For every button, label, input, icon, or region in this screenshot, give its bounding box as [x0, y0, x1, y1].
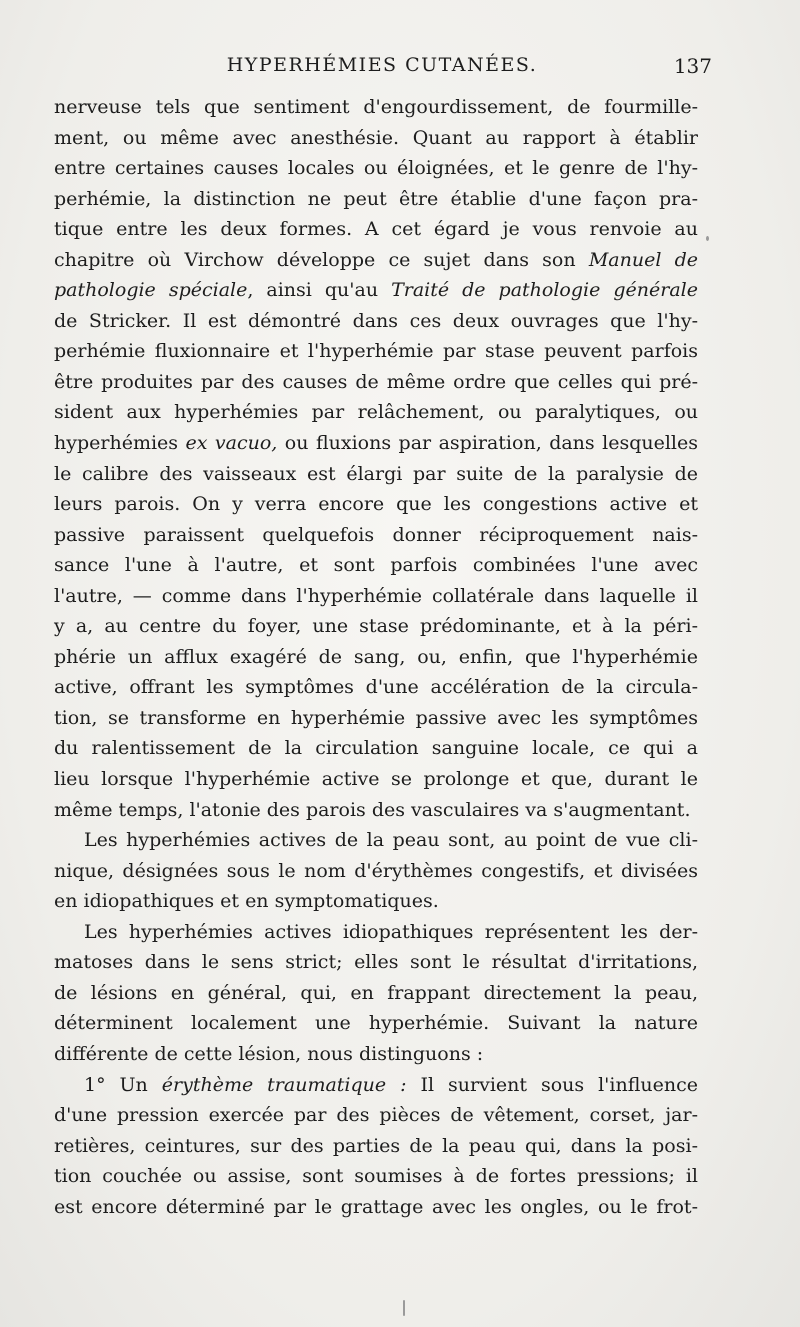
- text-line: [54, 245, 698, 276]
- text-line: tique entre les deux formes. A cet égard je vous renvoie au: [54, 218, 698, 241]
- page-number: 137: [673, 54, 712, 78]
- text-line: de lésions en général, qui, en frappant directement la peau,: [54, 981, 698, 1004]
- italic-title: Manuel de: [588, 248, 698, 271]
- text-line: l'autre, — comme dans l'hyperhémie collatérale dans laquelle il: [54, 584, 698, 607]
- text-line: différente de cette lésion, nous distinguons :: [54, 1042, 484, 1065]
- text-line: nique, désignées sous le nom d'érythèmes congestifs, et divisées: [54, 859, 698, 882]
- text-line: lieu lorsque l'hyperhémie active se prolonge et que, durant le: [54, 768, 698, 791]
- text-line: tion couchée ou assise, sont soumises à de fortes pressions; il: [54, 1165, 698, 1188]
- text-line: retières, ceintures, sur des parties de la peau qui, dans la posi-: [54, 1134, 698, 1157]
- italic-term: ex vacuo,: [185, 432, 278, 455]
- text-line: sance l'une à l'autre, et sont parfois combinées l'une avec: [54, 554, 698, 577]
- text-line: le calibre des vaisseaux est élargi par suite de la paralysie de: [54, 462, 698, 485]
- running-title: HYPERHÉMIES CUTANÉES.: [226, 54, 538, 76]
- text-line: être produites par des causes de même ordre que celles qui pré-: [54, 370, 698, 393]
- text-line: nerveuse tels que sentiment d'engourdissement, de fourmille-: [54, 96, 698, 118]
- text-run: chapitre où Virchow développe ce sujet dans son: [54, 248, 589, 271]
- text-line: Les hyperhémies actives de la peau sont, au point de vue cli-: [84, 829, 698, 852]
- text-line: tion, se transforme en hyperhémie passive avec les symptômes: [54, 706, 698, 729]
- italic-title: pathologie spéciale: [54, 279, 248, 302]
- text-line: sident aux hyperhémies par relâchement, ou paralytiques, ou: [54, 401, 698, 424]
- paragraph-1: [54, 92, 698, 825]
- text-line: phérie un afflux exagéré de sang, ou, enfin, que l'hyperhémie: [54, 645, 698, 668]
- text-line: [54, 1070, 698, 1101]
- text-line: en idiopathiques et en symptomatiques.: [54, 890, 439, 913]
- text-line: de Stricker. Il est démontré dans ces deux ouvrages que l'hy-: [54, 309, 698, 332]
- text-line: active, offrant les symptômes d'une accélération de la circula-: [54, 676, 698, 699]
- text-run: Il survient sous l'influence: [406, 1073, 698, 1096]
- text-run: hyperhémies: [54, 432, 186, 455]
- text-line: y a, au centre du foyer, une stase prédominante, et à la péri-: [54, 615, 698, 638]
- text-run: 1° Un: [84, 1073, 162, 1096]
- paragraph-4: [54, 1070, 698, 1223]
- italic-term: érythème traumatique :: [161, 1073, 407, 1096]
- paper-speck: [403, 1300, 405, 1316]
- paragraph-2: [54, 825, 698, 917]
- text-line: ment, ou même avec anesthésie. Quant au rapport à établir: [54, 126, 698, 149]
- text-line: est encore déterminé par le grattage avec les ongles, ou le frot-: [54, 1195, 698, 1218]
- body-text: [54, 92, 698, 1222]
- text-line: déterminent localement une hyperhémie. Suivant la nature: [54, 1012, 698, 1035]
- text-line: matoses dans le sens strict; elles sont le résultat d'irritations,: [54, 951, 698, 974]
- text-run: ou fluxions par aspiration, dans lesquelles: [277, 432, 698, 455]
- text-line: perhémie, la distinction ne peut être établie d'une façon pra-: [54, 187, 698, 210]
- text-line: passive paraissent quelquefois donner réciproquement nais-: [54, 523, 698, 546]
- text-line: même temps, l'atonie des parois des vasculaires va s'augmentant.: [54, 798, 691, 821]
- text-line: [54, 275, 698, 306]
- italic-title: Traité de pathologie générale: [391, 279, 698, 302]
- text-line: entre certaines causes locales ou éloignées, et le genre de l'hy-: [54, 157, 698, 180]
- text-line: d'une pression exercée par des pièces de vêtement, corset, jar-: [54, 1104, 698, 1127]
- text-line: Les hyperhémies actives idiopathiques représentent les der-: [84, 920, 698, 943]
- text-run: , ainsi qu'au: [247, 279, 392, 302]
- text-line: [54, 428, 698, 459]
- paragraph-3: [54, 917, 698, 1070]
- running-head: [52, 54, 712, 84]
- text-line: perhémie fluxionnaire et l'hyperhémie par stase peuvent parfois: [54, 340, 698, 363]
- text-line: leurs parois. On y verra encore que les congestions active et: [54, 493, 698, 516]
- paper-speck: [706, 236, 709, 241]
- text-line: du ralentissement de la circulation sanguine locale, ce qui a: [54, 737, 698, 760]
